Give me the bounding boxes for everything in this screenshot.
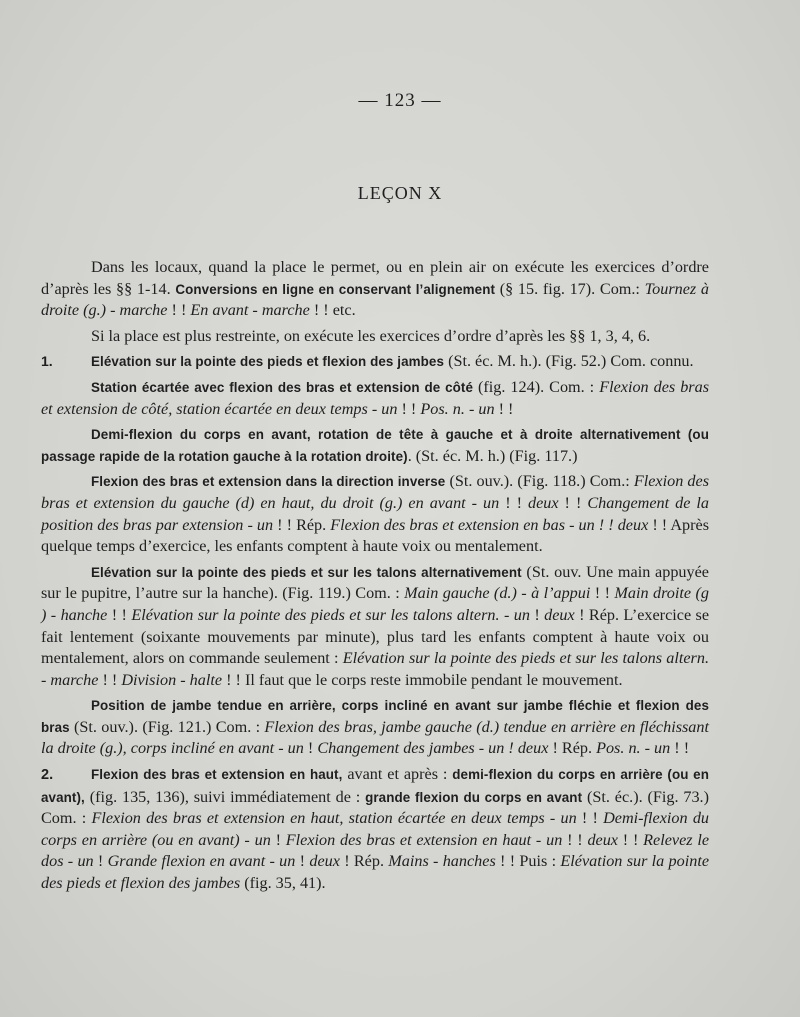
exercise-jambe-tendue: Position de jambe tendue en arrière, corps incliné en avant sur jambe fléchie et flexion des bras (St. ouv.). (Fig. 121.) Com. : Flexion des bras, jambe gauche (d.) tendue en arrière en fléchissant la droite (g.), corps incliné en avant - un ! Changement des jambes - un ! deux ! Rép. Pos. n. - un ! ! [41,698,709,758]
exercise-station-ecartee: Station écartée avec flexion des bras et extension de côté (fig. 124). Com. : Flexion des bras et extension de côté, station écartée en deux temps - un ! ! Pos. n. - un ! ! [41,377,709,418]
exercise-2: 2. Flexion des bras et extension en haut, avant et après : demi-flexion du corps en arrière (ou en avant), (fig. 135, 136), suivi immédiatement de : grande flexion du corps en avant (St. éc.). (Fig. 73.) Com. : Flexion des bras et extension en haut, station écartée en deux temps - un ! ! Demi-flexion du corps en arrière (ou en avant) - un ! Flexion des bras et extension en haut - un ! ! deux ! ! Relevez le dos - un ! Grande flexion en avant - un ! deux ! Rép. Mains - hanches ! ! Puis : Elévation sur la pointe des pieds et flexion des jambes (fig. 35, 41). [41,765,710,893]
exercise-number: 2. [41,767,54,784]
page-number: — 123 — [358,90,442,111]
page-body [41,257,709,895]
lesson-title: LEÇON X [357,183,443,203]
paragraph-intro: Dans les locaux, quand la place le permet, ou en plein air on exécute les exercices d’ordre d’après les §§ 1-14. Conversions en ligne en conservant l’alignement (§ 15. fig. 17). Com.: Tournez à droite (g.) - marche ! ! En avant - marche ! ! etc. [41,258,709,320]
exercise-1-heading: 1. Elévation sur la pointe des pieds et flexion des jambes (St. éc. M. h.). (Fig. 52.) Com. connu. [41,351,709,373]
paragraph-restricted-space: Si la place est plus restreinte, on exécute les exercices d’ordre d’après les §§ 1, 3, 4, 6. [91,326,651,345]
exercise-demi-flexion-rotation: Demi-flexion du corps en avant, rotation de tête à gauche et à droite alternativement (ou passage rapide de la rotation gauche à la rotation droite). (St. éc. M. h.) (Fig. 117.) [41,427,709,465]
exercise-number: 1. [41,353,53,370]
exercise-elevation-talons: Elévation sur la pointe des pieds et sur les talons alternativement (St. ouv. Une main appuyée sur le pupitre, l’autre sur la hanche). (Fig. 119.) Com. : Main gauche (d.) - à l’appui ! ! Main droite (g ) - hanche ! ! Elévation sur la pointe des pieds et sur les talons altern. - un ! deux ! Rép. L’exercice se fait lentement (soixante mouvements par minute), plus tard les enfants comptent à haute voix ou mentalement, alors on commande seulement : Elévation sur la pointe des pieds et sur les talons altern. - marche ! ! Division - halte ! ! Il faut que le corps reste immobile pendant le mouvement. [41,562,710,689]
exercise-flexion-inverse: Flexion des bras et extension dans la direction inverse (St. ouv.). (Fig. 118.) Com.: Flexion des bras et extension du gauche (d) en haut, du droit (g.) en avant - un ! ! deux ! ! Changement de la position des bras par extension - un ! ! Rép. Flexion des bras et extension en bas - un ! ! deux ! ! Après quelque temps d’exercice, les enfants comptent à haute voix ou mentalement. [41,472,710,556]
